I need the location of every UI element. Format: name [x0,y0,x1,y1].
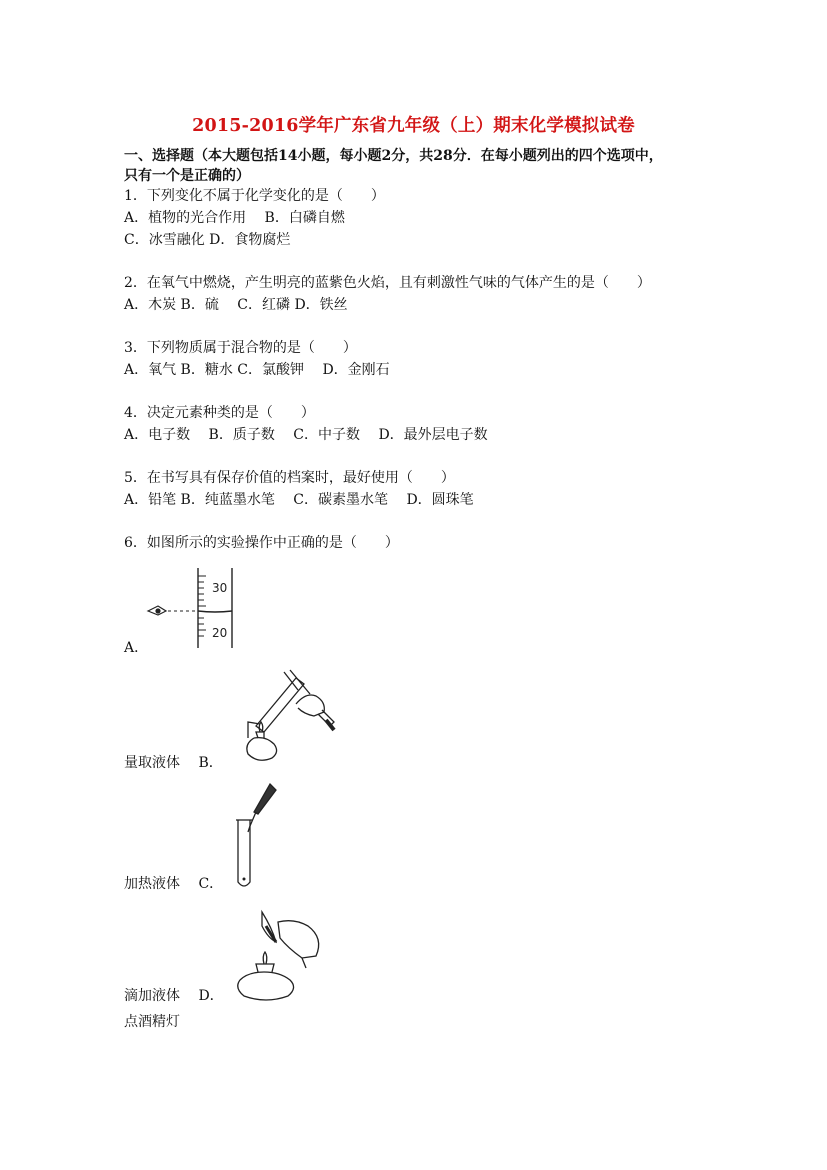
alcohol-lamp-figure [232,908,328,1004]
question-options: A．氧气 B．糖水 C．氯酸钾 D．金刚石 [124,362,390,378]
option-b-caption: 量取液体 B． [124,755,223,771]
question-stem: 2．在氧气中燃烧，产生明亮的蓝紫色火焰，且有刺激性气味的气体产生的是（ ） [124,275,651,291]
section-heading-line-2: 只有一个是正确的） [124,168,250,184]
section-heading-line-1: 一、选择题（本大题包括14小题，每小题2分，共28分．在每小题列出的四个选项中， [124,148,663,164]
section-heading [124,146,663,186]
question-stem: 4．决定元素种类的是（ ） [124,405,315,421]
question-3 [124,338,390,380]
question-options: A．电子数 B．质子数 C．中子数 D．最外层电子数 [124,427,488,443]
option-d-description: 点酒精灯 [124,1014,180,1030]
question-options: C．冰雪融化 D．食物腐烂 [124,232,291,248]
question-1 [124,186,385,250]
option-a-label: A． [124,640,149,656]
graduated-cylinder-figure [140,564,250,654]
question-2 [124,273,651,315]
page-title: 2015-2016学年广东省九年级（上）期末化学模拟试卷 [192,116,635,136]
question-stem: 5．在书写具有保存价值的档案时，最好使用（ ） [124,470,455,486]
question-4 [124,403,488,445]
question-stem: 3．下列物质属于混合物的是（ ） [124,340,357,356]
question-6 [124,533,399,553]
tick-label-20: 20 [212,626,228,640]
option-d-caption: 滴加液体 D． [124,988,224,1004]
question-stem: 6．如图所示的实验操作中正确的是（ ） [124,535,399,551]
question-stem: 1．下列变化不属于化学变化的是（ ） [124,188,385,204]
option-c-caption: 加热液体 C． [124,876,224,892]
dropping-liquid-figure [230,782,290,892]
question-options: A．植物的光合作用 B．白磷自燃 [124,210,345,226]
heating-liquid-figure [234,664,342,768]
question-options: A．铅笔 B．纯蓝墨水笔 C．碳素墨水笔 D．圆珠笔 [124,492,474,508]
tick-label-30: 30 [212,581,228,595]
question-5 [124,468,474,510]
question-options: A．木炭 B．硫 C．红磷 D．铁丝 [124,297,348,313]
